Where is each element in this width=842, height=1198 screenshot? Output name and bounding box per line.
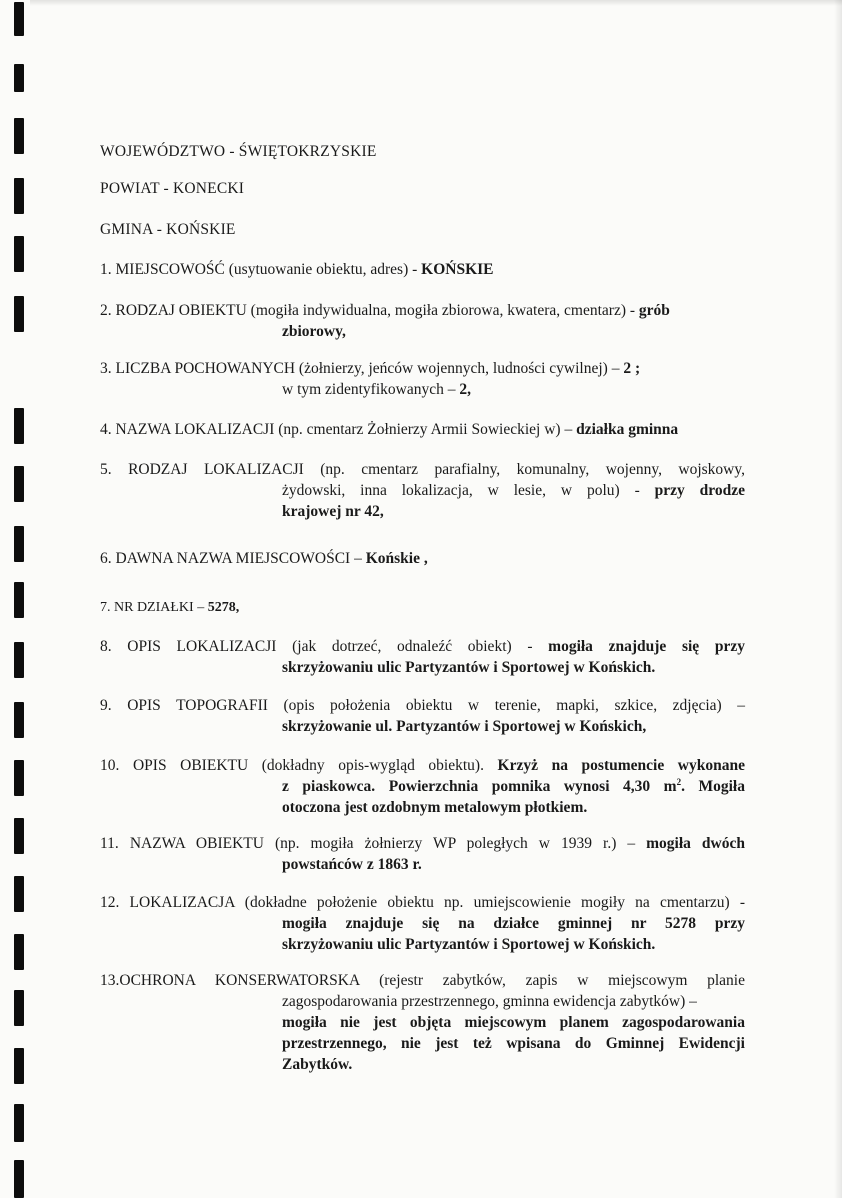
field-label: 7. NR DZIAŁKI –: [100, 600, 208, 615]
field-label: 5. RODZAJ LOKALIZACJI (np. cmentarz parafialny, komunalny, wojenny, wojskowy,: [100, 461, 745, 478]
binder-mark: [14, 990, 24, 1026]
identified-label: w tym zidentyfikowanych –: [282, 381, 460, 398]
field-label-cont: zagospodarowania przestrzennego, gminna ewidencja zabytków) –: [282, 993, 697, 1010]
binder-mark: [14, 1104, 24, 1142]
field-label: 11. NAZWA OBIEKTU (np. mogiła żołnierzy WP poległych w 1939 r.) –: [100, 835, 647, 852]
field-topography: [100, 695, 745, 737]
binder-mark: [14, 296, 24, 332]
field-label: 1. MIEJSCOWOŚĆ (usytuowanie obiektu, adres) -: [100, 261, 422, 278]
field-value: mogiła nie jest objęta miejscowym planem zagospodarowania: [282, 1014, 745, 1031]
field-value-cont: przestrzennego, nie jest też wpisana do Gminnej Ewidencji: [282, 1035, 745, 1052]
binder-mark: [14, 876, 24, 912]
voivodeship-heading: WOJEWÓDZTWO - ŚWIĘTOKRZYSKIE: [100, 143, 377, 160]
binder-mark: [14, 642, 24, 678]
field-value-cont: z piaskowca. Powierzchnia pomnika wynosi 4,30 $m^2$. Mogiła: [282, 776, 745, 795]
field-value: skrzyżowanie ul. Partyzantów i Sportowej w Końskich,: [282, 718, 647, 735]
field-value-cont: powstańców z 1863 r.: [282, 856, 422, 873]
field-value-cont: zbiorowy,: [282, 323, 346, 340]
field-value: Końskie: [365, 550, 420, 567]
field-value: przy drodze: [654, 482, 745, 499]
field-locality: [100, 259, 745, 280]
binder-mark: [14, 582, 24, 618]
binder-mark: [14, 64, 24, 92]
field-label-cont: żydowski, inna lokalizacja, w lesie, w polu) -: [282, 482, 655, 499]
binder-mark: [14, 118, 24, 154]
binder-mark: [14, 178, 24, 214]
field-label: 2. RODZAJ OBIEKTU (mogiła indywidualna, mogiła zbiorowa, kwatera, cmentarz) -: [100, 302, 639, 319]
field-exact-location: [100, 892, 745, 955]
field-object-description: [100, 755, 745, 818]
binder-mark: [14, 934, 24, 970]
field-object-type: [100, 300, 745, 342]
field-value-cont: skrzyżowaniu ulic Partyzantów i Sportowej w Końskich.: [282, 936, 656, 953]
field-location-description: [100, 636, 745, 678]
field-suffix: ,: [419, 550, 428, 567]
binder-mark: [14, 1160, 24, 1198]
field-label: 9. OPIS TOPOGRAFII (opis położenia obiektu w terenie, mapki, szkice, zdjęcia) –: [100, 697, 745, 714]
municipality-heading: GMINA - KOŃSKIE: [100, 221, 236, 238]
field-value: grób: [638, 302, 670, 319]
field-value: mogiła dwóch: [646, 835, 745, 852]
field-value-cont: Zabytków.: [282, 1056, 353, 1073]
field-value-cont: skrzyżowaniu ulic Partyzantów i Sportowej w Końskich.: [282, 659, 656, 676]
field-value: 2 ;: [623, 360, 641, 377]
binder-mark: [14, 818, 24, 854]
field-conservation-protection: [100, 970, 745, 1075]
scan-right-edge: [834, 0, 842, 1198]
binder-mark: [14, 526, 24, 562]
field-value: KOŃSKIE: [421, 261, 494, 278]
field-buried-count: [100, 358, 745, 400]
binder-mark: [14, 2, 24, 36]
field-label: 6. DAWNA NAZWA MIEJSCOWOŚCI –: [100, 550, 366, 567]
field-location-type: [100, 459, 745, 522]
field-plot-number: [100, 597, 745, 618]
field-value-cont: krajowej nr 42,: [282, 503, 384, 520]
binder-mark: [14, 760, 24, 796]
field-location-name: [100, 419, 745, 440]
field-former-name: [100, 548, 745, 569]
field-value: mogiła znajduje się na działce gminnej nr 5278 przy: [282, 915, 745, 932]
field-label: 12. LOKALIZACJA (dokładne położenie obiektu np. umiejscowienie mogiły na cmentarzu) -: [100, 894, 745, 911]
identified-value: 2,: [459, 381, 471, 398]
binder-mark: [14, 702, 24, 738]
binder-mark: [14, 466, 24, 502]
field-label: 10. OPIS OBIEKTU (dokładny opis-wygląd obiektu).: [100, 757, 498, 774]
field-value: 5278,: [207, 600, 240, 615]
field-value: działka gminna: [576, 421, 679, 438]
field-value-cont: otoczona jest ozdobnym metalowym płotkiem.: [282, 799, 588, 816]
field-object-name: [100, 833, 745, 875]
field-label: 3. LICZBA POCHOWANYCH (żołnierzy, jeńców wojennych, ludności cywilnej) –: [100, 360, 624, 377]
field-label: 4. NAZWA LOKALIZACJI (np. cmentarz Żołnierzy Armii Sowieckiej w) –: [100, 421, 577, 438]
field-value: mogiła znajduje się przy: [548, 638, 745, 655]
binder-mark: [14, 1048, 24, 1084]
field-value: Krzyż na postumencie wykonane: [497, 757, 745, 774]
binder-mark: [14, 408, 24, 444]
field-label: 13.OCHRONA KONSERWATORSKA (rejestr zabytków, zapis w miejscowym planie: [100, 972, 745, 989]
scan-top-edge: [30, 0, 842, 6]
field-label: 8. OPIS LOKALIZACJI (jak dotrzeć, odnaleźć obiekt) -: [100, 638, 549, 655]
county-heading: POWIAT - KONECKI: [100, 180, 245, 197]
binder-mark: [14, 236, 24, 272]
